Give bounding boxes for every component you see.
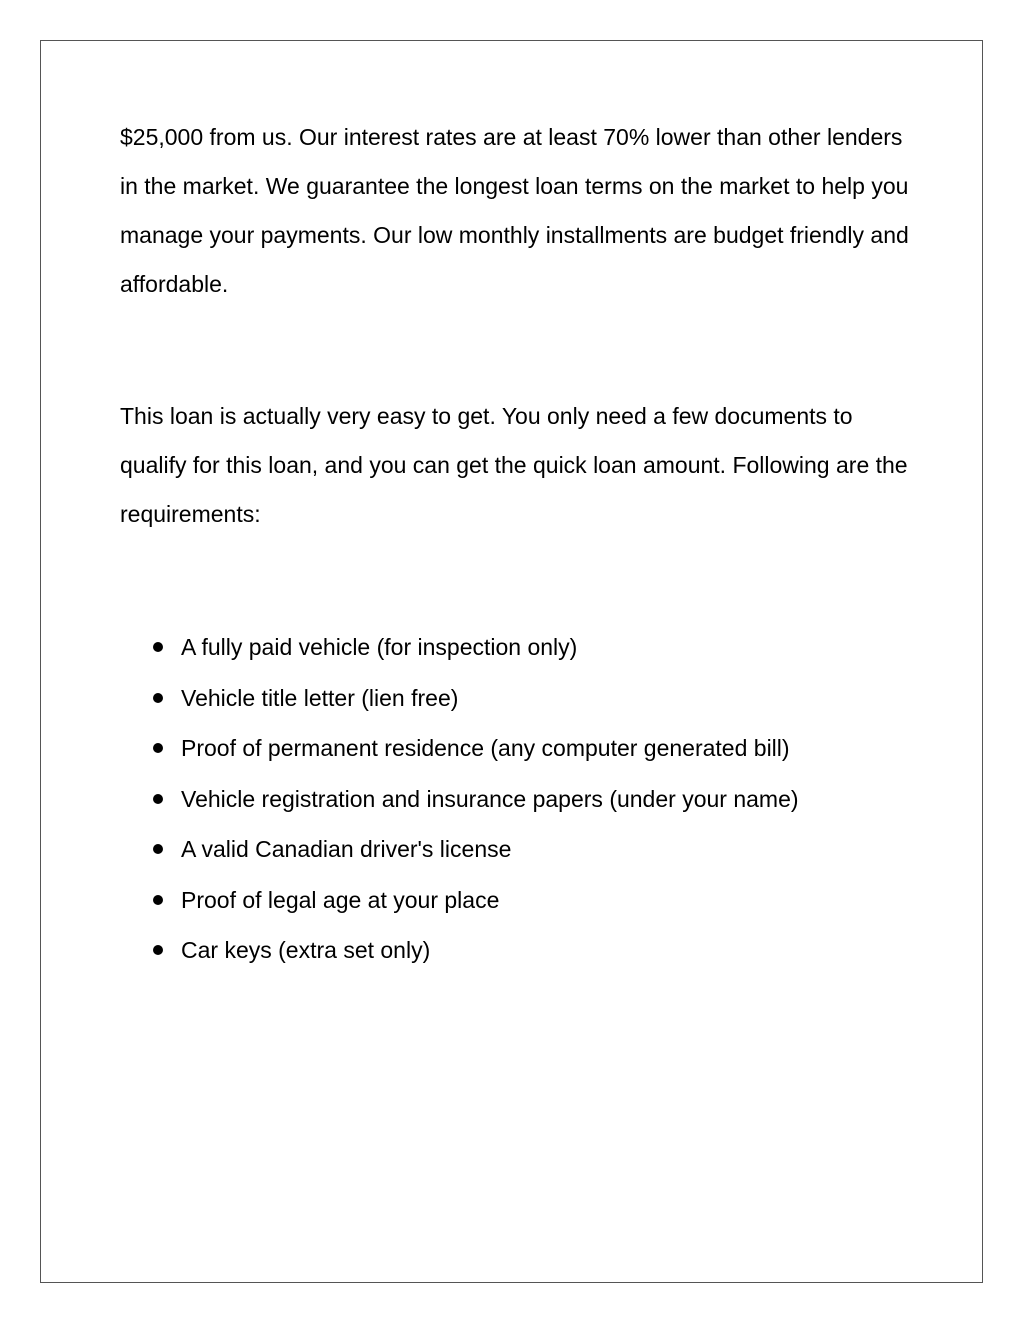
bullet-icon [153, 945, 163, 955]
bullet-icon [153, 743, 163, 753]
paragraph-loan-requirements-intro: This loan is actually very easy to get. You only need a few documents to qualify for this loan, and you can get the quick loan amount. Following are the requirements: [120, 403, 908, 527]
list-item-text: Car keys (extra set only) [181, 937, 431, 963]
requirements-list [120, 622, 920, 976]
bullet-icon [153, 844, 163, 854]
list-item [120, 925, 920, 976]
bullet-icon [153, 693, 163, 703]
list-item-text: Proof of permanent residence (any computer generated bill) [181, 735, 790, 761]
list-item [120, 673, 920, 724]
list-item-text: A fully paid vehicle (for inspection only) [181, 634, 578, 660]
list-item [120, 875, 920, 926]
paragraph-loan-rates: $25,000 from us. Our interest rates are at least 70% lower than other lenders in the market. We guarantee the longest loan terms on the market to help you manage your payments. Our low monthly installments are budget friendly and affordable. [120, 124, 909, 297]
list-item-text: A valid Canadian driver's license [181, 836, 512, 862]
list-item-text: Vehicle registration and insurance papers (under your name) [181, 785, 799, 812]
bullet-icon [153, 642, 163, 652]
list-item-text: Proof of legal age at your place [181, 886, 500, 913]
list-item [120, 824, 920, 875]
bullet-icon [153, 895, 163, 905]
list-item-text: Vehicle title letter (lien free) [181, 684, 459, 711]
list-item [120, 622, 920, 673]
list-item [120, 723, 920, 774]
bullet-icon [153, 794, 163, 804]
list-item [120, 774, 920, 825]
